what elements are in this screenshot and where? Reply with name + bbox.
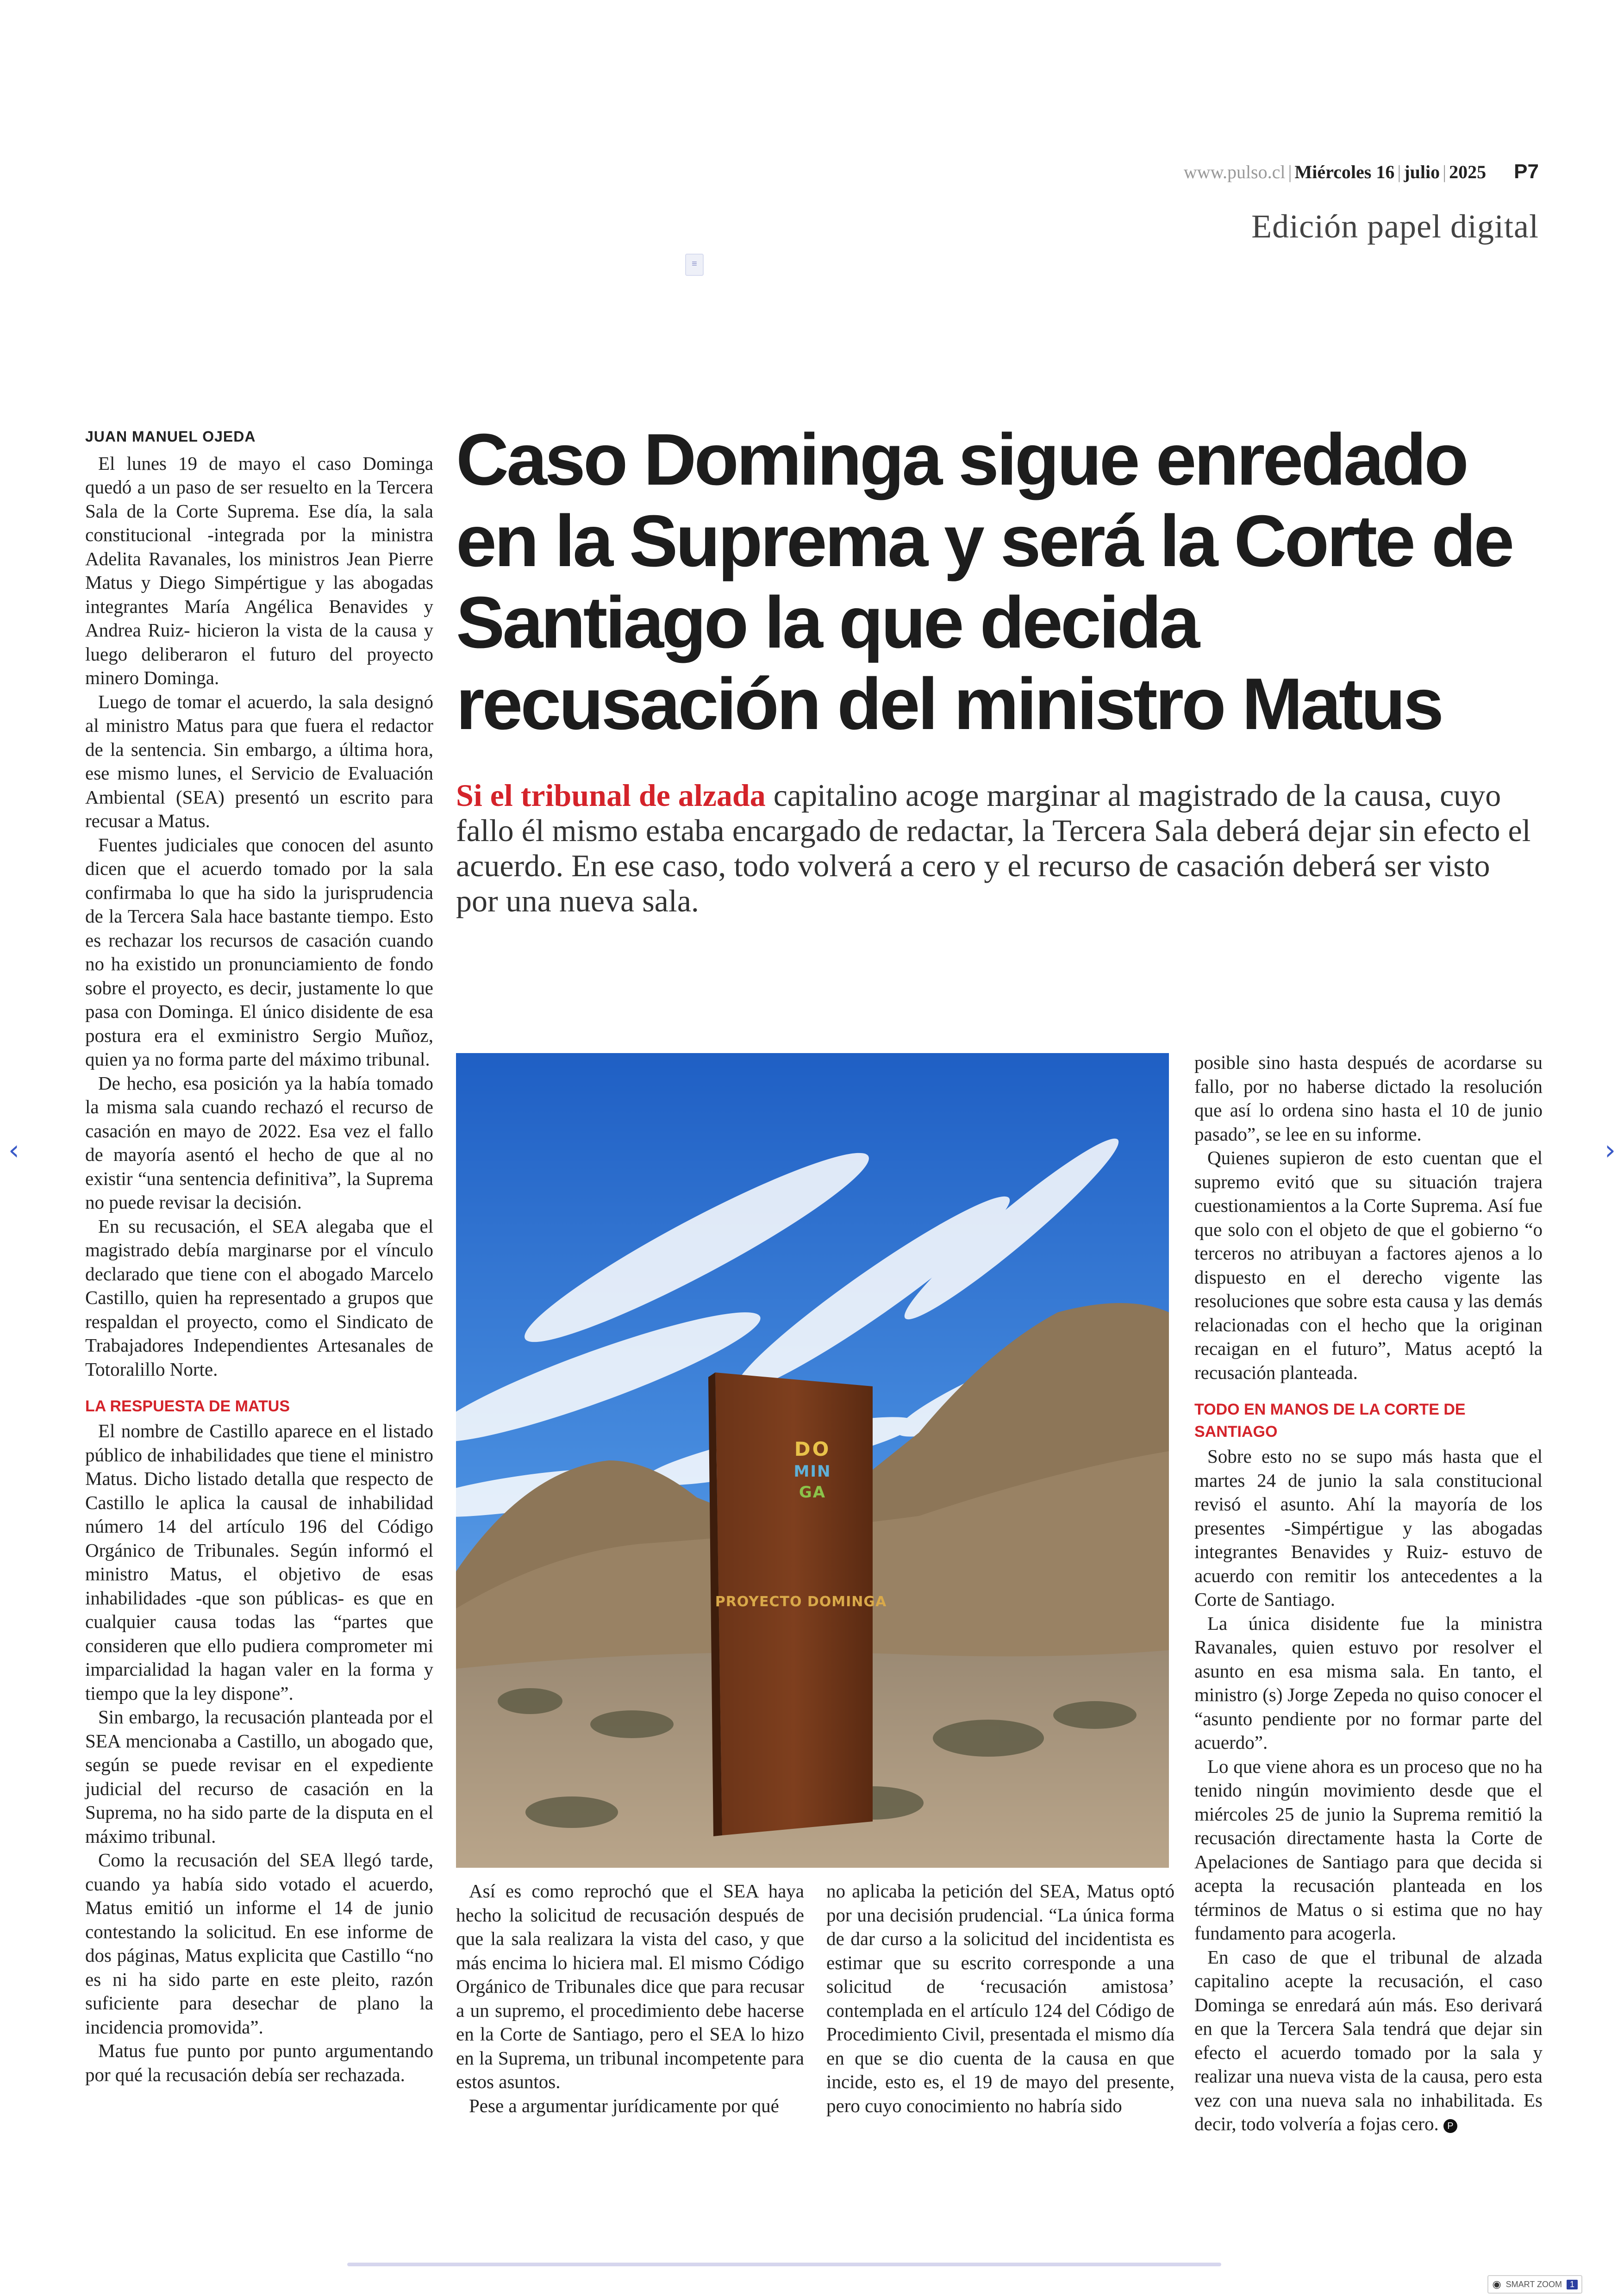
date-year: 2025 [1449,162,1487,182]
paragraph: Fuentes judiciales que conocen del asunto dicen que el acuerdo tomado por la sala confirmaba lo que ha sido la jurisprudencia de la Tercera Sala hace bastante tiempo. Esto es rechazar los recursos de casación cuando no ha existido un pronunciamiento de fondo sobre el proyecto, es decir, justamente lo que pasa con Dominga. El único disidente de esa postura era el exministro Sergio Muñoz, quien ya no forma parte del máximo tribunal. [85,834,433,1070]
subhead: LA RESPUESTA DE MATUS [85,1397,290,1415]
article-column-1 [85,425,433,2087]
paragraph: Sin embargo, la recusación planteada por el SEA mencionaba a Castillo, un abogado que, según se puede revisar en el expediente judicial del recurso de casación en la Suprema, no ha sido parte de la disputa en el máximo tribunal. [85,1706,433,1847]
paragraph: En su recusación, el SEA alegaba que el magistrado debía marginarse por el vínculo declarado que tiene con el abogado Marcelo Castillo, quien ha representado a grupos que respaldan el proyecto, como el Sindicato de Trabajadores Independientes Artesanales de Totoralillo Norte. [85,1215,433,1380]
deck-text: capitalino acoge marginar al magistrado de la causa, cuyo fallo él mismo estaba encargado de redactar, la Tercera Sala deberá dejar sin efecto el acuerdo. En ese caso, todo volverá a cero y el recurso de casación deberá ser visto por una nueva sala. [456,778,1531,918]
paragraph: De hecho, esa posición ya la había tomado la misma sala cuando rechazó el recurso de casación en mayo de 2022. Esa vez el fallo de mayoría asentó el hecho de que al no existir “una sentencia definitiva”, la Suprema no puede revisar la decisión. [85,1072,433,1213]
paragraph: Lo que viene ahora es un proceso que no ha tenido ningún movimiento desde que el miércoles 25 de junio la Suprema remitió la recusación directamente hasta la Corte de Apelaciones de Santiago para que decida si acepta la recusación planteada en los términos de Matus o si estima que no hay fundamento para acogerla. [1194,1755,1543,1944]
article-column-2 [456,1879,804,2118]
paragraph: Matus fue punto por punto argumentando por qué la recusación debía ser rechazada. [85,2040,433,2085]
paragraph [1194,1946,1543,2136]
sign-logo-line: DO [794,1438,831,1460]
byline: JUAN MANUEL OJEDA [85,428,256,445]
article-photo [456,1053,1169,1868]
masthead: www.pulso.cl | Miércoles 16 | julio | 2025 P7 [1183,160,1539,183]
paragraph: no aplicaba la petición del SEA, Matus optó por una decisión prudencial. “La única forma de dar curso a la solicitud del incidentista es estimar que su escrito corresponde a una solicitud de ‘recusación amistosa’ contemplada en el artículo 124 del Código de Procedimiento Civil, presentada el mismo día en que se dio cuenta de la causa en que incide, esto es, el 19 de mayo del presente, pero cuyo conocimiento no habría sido [826,1880,1174,2116]
paragraph: Quienes supieron de esto cuentan que el supremo evitó que su situación trajera cuestionamientos a la Corte Suprema. Así fue que solo con el objeto de que el gobierno “o terceros no atribuyan a factores ajenos a lo dispuesto en el derecho vigente las resoluciones que sobre esta causa y las demás relacionadas con el hecho que la originan recaigan en el futuro”, Matus aceptó la recusación planteada. [1194,1147,1543,1383]
sign-logo [794,1438,831,1502]
edition-label: Edición papel digital [1251,208,1539,245]
smart-zoom-button[interactable] [1487,2275,1582,2294]
paragraph: El lunes 19 de mayo el caso Dominga quedó a un paso de ser resuelto en la Tercera Sala de la Corte Suprema. Ese día, la sala constitucional -integrada por la ministra Adelita Ravanales, los ministros Jean Pierre Matus y Diego Simpértigue y las abogadas integrantes María Angélica Benavides y Andrea Ruiz- hicieron la vista de la causa y luego deliberaron el futuro del proyecto minero Dominga. [85,452,433,688]
paragraph: Luego de tomar el acuerdo, la sala designó al ministro Matus para que fuera el redactor de la sentencia. Sin embargo, a última hora, ese mismo lunes, el Servicio de Evaluación Ambiental (SEA) presentó un escrito para recusar a Matus. [85,691,433,831]
paragraph: posible sino hasta después de acordarse su fallo, por no haberse dictado la resolución que así lo ordena sino hasta el 10 de junio pasado”, se lee en su informe. [1194,1052,1543,1145]
article-column-4 [1194,1051,1543,2136]
deck-lead: Si el tribunal de alzada [456,778,766,813]
article-column-3 [826,1879,1174,2118]
sign-logo-line: GA [799,1483,826,1502]
paragraph: Pese a argumentar jurídicamente por qué [469,2095,779,2116]
subhead: TODO EN MANOS DE LA CORTE DE SANTIAGO [1194,1401,1466,1441]
horizontal-scrollbar[interactable] [347,2263,1221,2266]
eye-icon: ◉ [1492,2278,1501,2290]
paragraph: Así es como reprochó que el SEA haya hecho la solicitud de recusación después de que la sala realizara la vista del caso, y que más encima lo hiciera mal. El mismo Código Orgánico de Tribunales dice que para recusar a un supremo, el procedimiento debe hacerse en la Corte de Santiago, pero el SEA lo hizo en la Suprema, un tribunal incompetente para estos asuntos. [456,1880,804,2092]
sign-text: PROYECTO DOMINGA [715,1594,887,1610]
deck [456,778,1535,918]
pdf-icon[interactable]: ≡ [685,254,704,276]
paragraph: Sobre esto no se supo más hasta que el martes 24 de junio la sala constitucional revisó el asunto. Ahí la mayoría de los presentes -Simpértigue y las abogadas integrantes Benavides y Ruiz- estuvo de acuerdo con remitir los antecedentes a la Corte de Santiago. [1194,1446,1543,1610]
date-month: julio [1404,162,1440,182]
headline: Caso Dominga sigue enredado en la Suprema y será la Corte de Santiago la que decida recusación del ministro Matus [456,419,1512,745]
date-day: Miércoles 16 [1294,162,1395,182]
zoom-count-badge: 1 [1567,2280,1578,2289]
paragraph: Como la recusación del SEA llegó tarde, cuando ya había sido votado el acuerdo, Matus emitió un informe el 14 de junio contestando la solicitud. En ese informe de dos páginas, Matus explicita que Castillo “no es ni ha sido parte en este pleito, razón suficiente para desechar de plano la incidencia promovida”. [85,1849,433,2038]
sign-logo-line: MIN [793,1462,831,1481]
chevron-left-icon[interactable]: ‹ [8,1134,19,1166]
page-number: P7 [1514,160,1539,183]
paragraph: La única disidente fue la ministra Ravanales, quien estuvo por resolver el asunto en esa misma sala. En tanto, el ministro (s) Jorge Zepeda no quiso conocer el “asunto pendiente por no formar parte del acuerdo”. [1194,1612,1543,1753]
chevron-right-icon[interactable]: › [1605,1134,1616,1166]
paragraph-text: En caso de que el tribunal de alzada capitalino acepte la recusación, el caso Dominga se enredará aún más. Eso derivará en que la Tercera Sala tendrá que dejar sin efecto el acuerdo tomado por la sala y realizar una nueva vista de la causa, pero esta vez con una nueva sala no inhabilitada. Es decir, todo volvería a fojas cero. [1194,1946,1543,2134]
end-mark-icon: P [1443,2119,1457,2133]
site-url[interactable]: www.pulso.cl [1183,162,1286,182]
paragraph: El nombre de Castillo aparece en el listado público de inhabilidades que tiene el ministro Matus. Dicho listado detalla que respecto de Castillo le aplica la causal de inhabilidad número 14 del artículo 196 del Código Orgánico de Tribunales. Según informó el ministro Matus, el objetivo de esas inhabilidades -que son públicas- es que en cualquier causa todas las “partes que consideren que ello pudiera comprometer mi imparcialidad la hagan valer en la forma y tiempo que la ley dispone”. [85,1420,433,1704]
smart-zoom-label: SMART ZOOM [1505,2279,1562,2289]
